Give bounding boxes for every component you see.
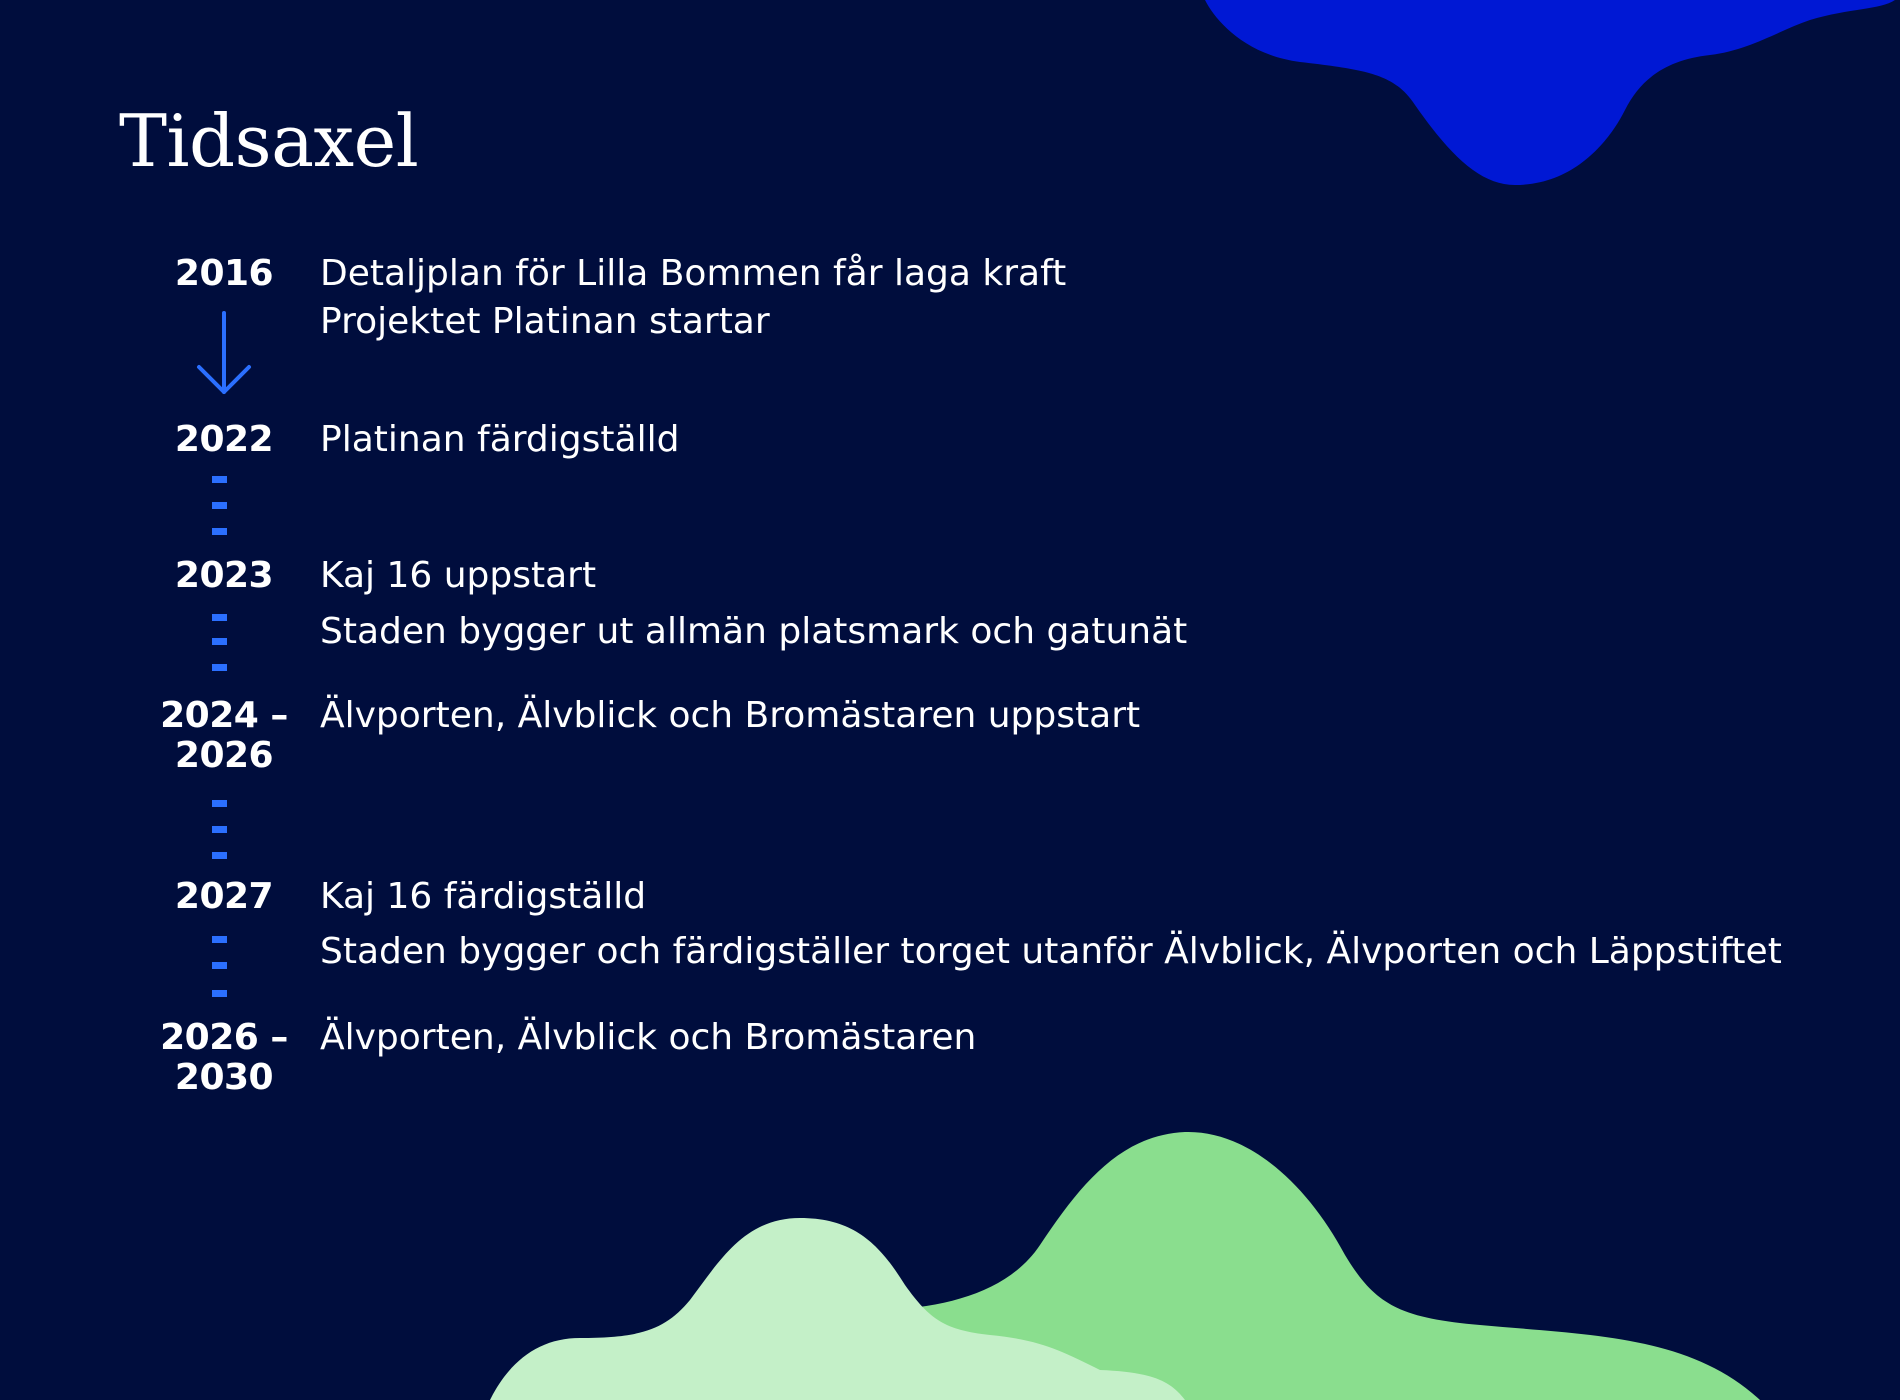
timeline-year	[158, 877, 290, 917]
connector-dash	[212, 502, 227, 509]
timeline-event: Projektet Platinan startar	[320, 301, 770, 342]
timeline-event: Staden bygger och färdigställer torget utanför Älvblick, Älvporten och Läppstiftet	[320, 931, 1782, 972]
dashed-connector	[212, 614, 227, 672]
timeline-event: Älvporten, Älvblick och Bromästaren uppstart	[320, 695, 1141, 736]
year-line: 2026 –	[160, 1017, 288, 1058]
connector-dash	[212, 638, 227, 645]
timeline-event: Älvporten, Älvblick och Bromästaren	[320, 1017, 977, 1058]
timeline-event: Platinan färdigställd	[320, 419, 680, 460]
connector-dash	[212, 528, 227, 535]
connector-dash	[212, 936, 227, 943]
dashed-connector	[212, 800, 227, 860]
timeline-year	[158, 254, 290, 294]
year-line: 2022	[174, 419, 274, 460]
timeline-event: Kaj 16 färdigställd	[320, 876, 647, 917]
timeline-year	[158, 420, 290, 460]
connector-dash	[212, 990, 227, 997]
timeline-event: Kaj 16 uppstart	[320, 555, 597, 596]
dashed-connector	[212, 476, 227, 538]
dashed-connector	[212, 936, 227, 998]
timeline-event: Staden bygger ut allmän platsmark och gatunät	[320, 611, 1188, 652]
year-line: 2024 –	[160, 695, 288, 736]
connector-dash	[212, 852, 227, 859]
year-line: 2030	[174, 1057, 274, 1098]
timeline-event: Detaljplan för Lilla Bommen får laga kraft	[320, 253, 1067, 294]
timeline-year	[158, 696, 290, 776]
connector-dash	[212, 476, 227, 483]
arrow-down-icon	[196, 310, 252, 398]
connector-dash	[212, 664, 227, 671]
year-line: 2016	[174, 253, 274, 294]
year-line: 2027	[174, 876, 274, 917]
connector-dash	[212, 962, 227, 969]
connector-dash	[212, 614, 227, 621]
connector-dash	[212, 826, 227, 833]
year-line: 2023	[174, 555, 274, 596]
page-title: Tidsaxel	[119, 99, 419, 183]
connector-dash	[212, 800, 227, 807]
year-line: 2026	[174, 735, 274, 776]
timeline-year	[158, 1018, 290, 1098]
timeline-year	[158, 556, 290, 596]
